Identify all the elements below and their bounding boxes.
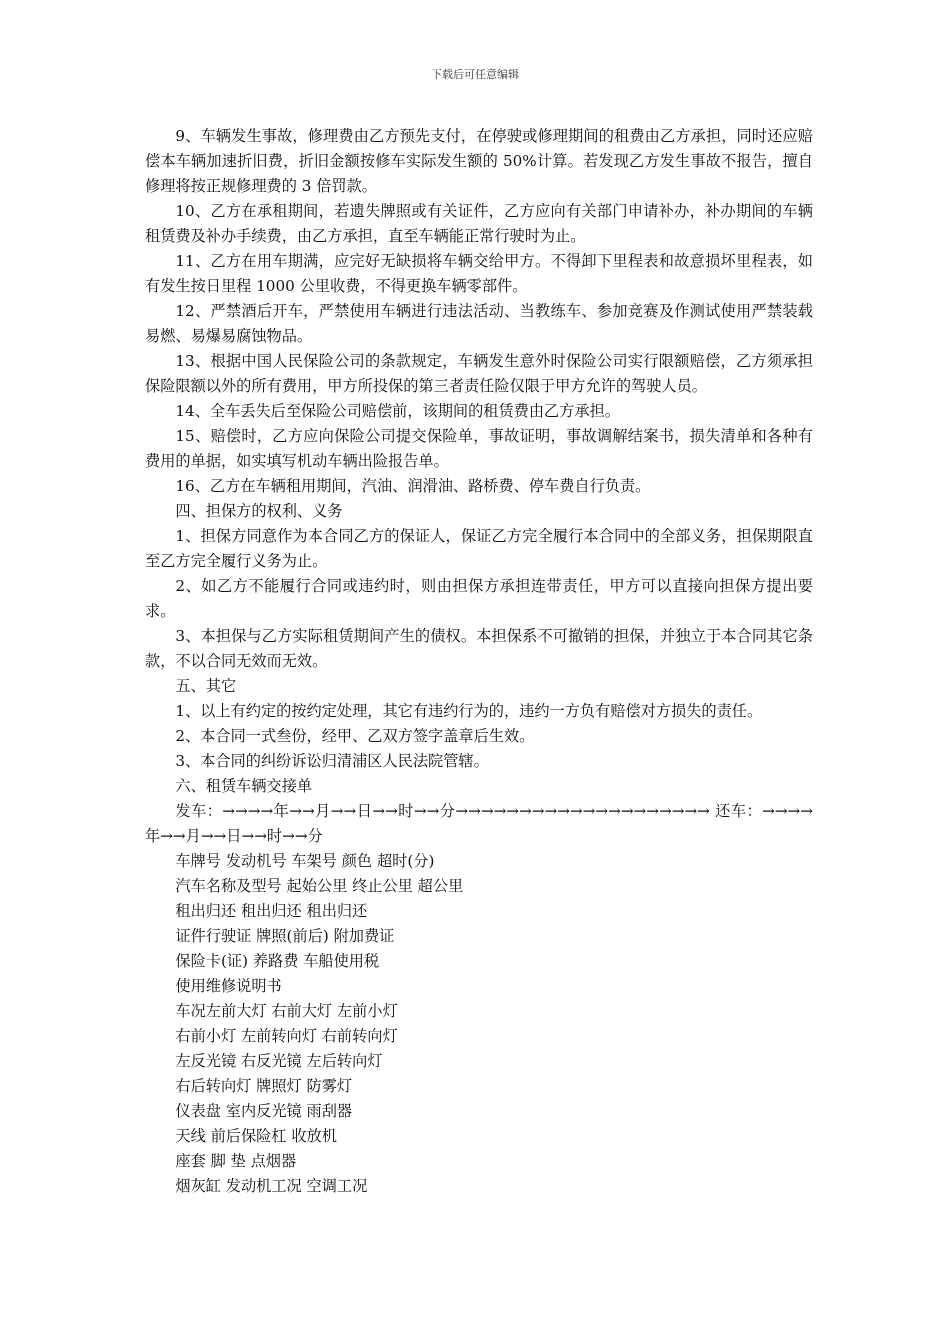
other-clause-1: 1、以上有约定的按约定处理，其它有违约行为的，违约一方负有赔偿对方损失的责任。	[175, 702, 763, 720]
clause-10: 10、乙方在承租期间，若遗失牌照或有关证件，乙方应向有关部门申请补办，补办期间的车辆租赁费及补办手续费，由乙方承担，直至车辆能正常行驶时为止。	[145, 202, 813, 245]
clause-16: 16、乙方在车辆租用期间，汽油、润滑油、路桥费、停车费自行负责。	[175, 477, 651, 495]
checklist-row: 租出归还 租出归还 租出归还	[175, 902, 368, 920]
clause-11: 11、乙方在用车期满，应完好无缺损将车辆交给甲方。不得卸下里程表和故意损坏里程表，如有发生按日里程 1000 公里收费，不得更换车辆零部件。	[145, 252, 813, 295]
checklist-row: 仪表盘 室内反光镜 雨刮器	[175, 1102, 353, 1120]
checklist-row: 右前小灯 左前转向灯 右前转向灯	[175, 1027, 398, 1045]
checklist-row: 左反光镜 右反光镜 左后转向灯	[175, 1052, 383, 1070]
checklist-row: 天线 前后保险杠 收放机	[175, 1127, 337, 1145]
clause-12: 12、严禁酒后开车，严禁使用车辆进行违法活动、当教练车、参加竞赛及作测试使用严禁装载易燃、易爆易腐蚀物品。	[145, 302, 813, 345]
clause-14: 14、全车丢失后至保险公司赔偿前，该期间的租赁费由乙方承担。	[175, 402, 620, 420]
clause-13: 13、根据中国人民保险公司的条款规定，车辆发生意外时保险公司实行限额赔偿，乙方须承担保险限额以外的所有费用，甲方所投保的第三者责任险仅限于甲方允许的驾驶人员。	[145, 352, 813, 395]
section-heading-guarantor: 四、担保方的权利、义务	[175, 502, 343, 520]
checklist-row: 烟灰缸 发动机工况 空调工况	[175, 1177, 368, 1195]
section-heading-handover: 六、租赁车辆交接单	[175, 777, 313, 795]
checklist-row: 车况左前大灯 右前大灯 左前小灯	[175, 1002, 398, 1020]
other-clause-3: 3、本合同的纠纷诉讼归清浦区人民法院管辖。	[175, 752, 489, 770]
guarantor-clause-2: 2、如乙方不能履行合同或违约时，则由担保方承担连带责任，甲方可以直接向担保方提出要求。	[145, 577, 813, 620]
checklist-row: 使用维修说明书	[175, 977, 282, 995]
document-body	[145, 124, 813, 1199]
clause-9: 9、车辆发生事故，修理费由乙方预先支付，在停驶或修理期间的租费由乙方承担，同时还应赔偿本车辆加速折旧费，折旧金额按修车实际发生额的 50%计算。若发现乙方发生事故不报告，擅自修理将按正规修理费的 3 倍罚款。	[145, 127, 813, 195]
guarantor-clause-1: 1、担保方同意作为本合同乙方的保证人，保证乙方完全履行本合同中的全部义务，担保期限直至乙方完全履行义务为止。	[145, 527, 813, 570]
checklist-row: 车牌号 发动机号 车架号 颜色 超时(分)	[175, 852, 435, 870]
checklist-row: 汽车名称及型号 起始公里 终止公里 超公里	[175, 877, 464, 895]
handover-time-line: 发车：→→→→年→→月→→日→→时→→分→→→→→→→→→→→→→→→→→→→→ 还车：→→→→年→→月→→日→→时→→分	[145, 802, 813, 845]
clause-15: 15、赔偿时，乙方应向保险公司提交保险单，事故证明，事故调解结案书，损失清单和各种有费用的单据，如实填写机动车辆出险报告单。	[145, 427, 813, 470]
checklist-row: 右后转向灯 牌照灯 防雾灯	[175, 1077, 353, 1095]
other-clause-2: 2、本合同一式叁份，经甲、乙双方签字盖章后生效。	[175, 727, 535, 745]
checklist-row: 保险卡(证) 养路费 车船使用税	[175, 952, 380, 970]
checklist-row: 座套 脚 垫 点烟器	[175, 1152, 297, 1170]
checklist-row: 证件行驶证 牌照(前后) 附加费证	[175, 927, 395, 945]
guarantor-clause-3: 3、本担保与乙方实际租赁期间产生的债权。本担保系不可撤销的担保，并独立于本合同其它条款，不以合同无效而无效。	[145, 627, 813, 670]
page-header: 下载后可任意编辑	[431, 68, 519, 81]
section-heading-other: 五、其它	[175, 677, 237, 695]
